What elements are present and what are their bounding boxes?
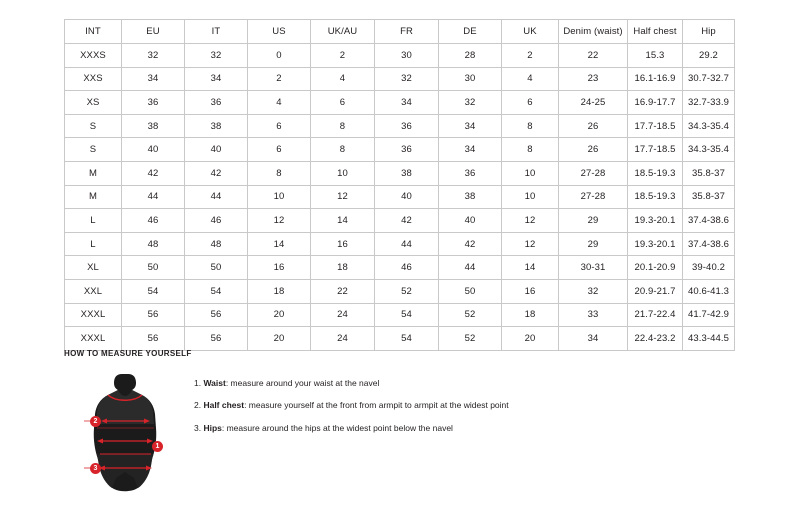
- table-cell: 46: [375, 256, 439, 280]
- table-cell: 44: [122, 185, 185, 209]
- table-cell: 18.5-19.3: [628, 161, 683, 185]
- table-cell: 40.6-41.3: [683, 279, 735, 303]
- instruction-text: : measure around the hips at the widest point below the navel: [221, 422, 453, 433]
- table-cell: 40: [185, 138, 248, 162]
- table-cell: 32: [375, 67, 439, 91]
- measure-instruction: [194, 400, 509, 411]
- instruction-term: Half chest: [203, 400, 245, 411]
- instruction-index: 3.: [194, 422, 204, 433]
- table-cell: 36: [375, 138, 439, 162]
- table-cell: 52: [439, 303, 502, 327]
- table-cell: 44: [439, 256, 502, 280]
- column-header: INT: [65, 20, 122, 44]
- badge-waist: 1: [152, 441, 163, 452]
- instruction-index: 1.: [194, 378, 204, 388]
- table-cell: 52: [439, 327, 502, 351]
- table-cell: 8: [311, 114, 375, 138]
- table-cell: 27-28: [559, 185, 628, 209]
- table-row: [65, 44, 735, 68]
- table-cell: 10: [502, 185, 559, 209]
- table-cell: 20.1-20.9: [628, 256, 683, 280]
- table-cell: 20.9-21.7: [628, 279, 683, 303]
- table-cell: 56: [122, 327, 185, 351]
- table-cell: 36: [375, 114, 439, 138]
- table-cell: 46: [122, 209, 185, 233]
- table-cell: XL: [65, 256, 122, 280]
- table-cell: S: [65, 114, 122, 138]
- table-row: [65, 67, 735, 91]
- column-header: US: [248, 20, 311, 44]
- table-cell: 32: [185, 44, 248, 68]
- table-cell: 4: [311, 67, 375, 91]
- table-cell: 16: [248, 256, 311, 280]
- table-cell: 4: [248, 91, 311, 115]
- table-cell: 18: [311, 256, 375, 280]
- table-row: [65, 327, 735, 351]
- table-cell: 37.4-38.6: [683, 209, 735, 233]
- table-cell: XXS: [65, 67, 122, 91]
- table-cell: 34: [439, 138, 502, 162]
- table-cell: 38: [439, 185, 502, 209]
- table-cell: 18: [502, 303, 559, 327]
- table-cell: 23: [559, 67, 628, 91]
- table-cell: L: [65, 209, 122, 233]
- table-cell: 18: [248, 279, 311, 303]
- table-cell: XXL: [65, 279, 122, 303]
- table-cell: 2: [502, 44, 559, 68]
- badge-hips: 3: [90, 463, 101, 474]
- measure-instruction: [194, 423, 509, 434]
- table-cell: 30: [439, 67, 502, 91]
- table-cell: 36: [439, 161, 502, 185]
- table-cell: 21.7-22.4: [628, 303, 683, 327]
- table-cell: 16.1-16.9: [628, 67, 683, 91]
- table-cell: 14: [502, 256, 559, 280]
- table-cell: 0: [248, 44, 311, 68]
- table-cell: 32.7-33.9: [683, 91, 735, 115]
- table-cell: 35.8-37: [683, 161, 735, 185]
- table-cell: 19.3-20.1: [628, 232, 683, 256]
- instruction-index: 2.: [194, 400, 204, 411]
- table-cell: 42: [122, 161, 185, 185]
- table-cell: 27-28: [559, 161, 628, 185]
- table-cell: 41.7-42.9: [683, 303, 735, 327]
- table-cell: 8: [248, 161, 311, 185]
- table-cell: 16: [311, 232, 375, 256]
- table-cell: 2: [248, 67, 311, 91]
- table-cell: 34: [185, 67, 248, 91]
- table-cell: 15.3: [628, 44, 683, 68]
- table-cell: 38: [185, 114, 248, 138]
- column-header: DE: [439, 20, 502, 44]
- table-cell: S: [65, 138, 122, 162]
- table-cell: 43.3-44.5: [683, 327, 735, 351]
- table-cell: 17.7-18.5: [628, 114, 683, 138]
- table-cell: 4: [502, 67, 559, 91]
- table-cell: M: [65, 185, 122, 209]
- table-cell: 10: [311, 161, 375, 185]
- how-to-measure-section: [64, 349, 764, 498]
- table-cell: 22: [311, 279, 375, 303]
- table-cell: 12: [311, 185, 375, 209]
- table-cell: 20: [248, 327, 311, 351]
- table-cell: 33: [559, 303, 628, 327]
- table-cell: 56: [185, 327, 248, 351]
- table-cell: 20: [248, 303, 311, 327]
- table-header-row: [65, 20, 735, 44]
- table-cell: 50: [439, 279, 502, 303]
- table-row: [65, 279, 735, 303]
- table-cell: 12: [502, 209, 559, 233]
- table-cell: 36: [185, 91, 248, 115]
- table-cell: 54: [375, 303, 439, 327]
- column-header: Denim (waist): [559, 20, 628, 44]
- table-cell: 39-40.2: [683, 256, 735, 280]
- table-cell: 54: [122, 279, 185, 303]
- table-cell: 38: [375, 161, 439, 185]
- table-cell: 34: [122, 67, 185, 91]
- table-cell: 6: [248, 138, 311, 162]
- table-cell: 34.3-35.4: [683, 138, 735, 162]
- table-cell: 14: [248, 232, 311, 256]
- table-cell: 17.7-18.5: [628, 138, 683, 162]
- table-cell: 19.3-20.1: [628, 209, 683, 233]
- table-cell: 48: [185, 232, 248, 256]
- table-cell: 34: [439, 114, 502, 138]
- size-chart-table: [64, 19, 735, 351]
- table-row: [65, 185, 735, 209]
- table-cell: 12: [248, 209, 311, 233]
- instruction-text: : measure around your waist at the navel: [225, 378, 380, 388]
- table-cell: 29.2: [683, 44, 735, 68]
- table-cell: 30.7-32.7: [683, 67, 735, 91]
- table-cell: 56: [185, 303, 248, 327]
- instruction-term: Hips: [203, 422, 222, 433]
- table-cell: 44: [375, 232, 439, 256]
- measure-instruction: [194, 378, 509, 389]
- table-cell: 34: [559, 327, 628, 351]
- mannequin-figure: [64, 368, 184, 498]
- table-cell: 42: [439, 232, 502, 256]
- table-cell: 10: [248, 185, 311, 209]
- table-cell: 32: [122, 44, 185, 68]
- table-cell: 8: [311, 138, 375, 162]
- table-cell: 50: [185, 256, 248, 280]
- table-cell: 48: [122, 232, 185, 256]
- table-cell: 16: [502, 279, 559, 303]
- column-header: Half chest: [628, 20, 683, 44]
- table-cell: 8: [502, 138, 559, 162]
- table-cell: 44: [185, 185, 248, 209]
- table-row: [65, 256, 735, 280]
- table-cell: 35.8-37: [683, 185, 735, 209]
- table-cell: 12: [502, 232, 559, 256]
- table-cell: L: [65, 232, 122, 256]
- table-row: [65, 161, 735, 185]
- table-cell: 54: [185, 279, 248, 303]
- table-cell: 29: [559, 232, 628, 256]
- column-header: EU: [122, 20, 185, 44]
- table-row: [65, 303, 735, 327]
- body-measurement-diagram: [64, 368, 184, 498]
- table-cell: 24: [311, 303, 375, 327]
- table-cell: 6: [311, 91, 375, 115]
- table-cell: XS: [65, 91, 122, 115]
- table-cell: XXXL: [65, 303, 122, 327]
- table-cell: XXXL: [65, 327, 122, 351]
- table-cell: 26: [559, 138, 628, 162]
- column-header: FR: [375, 20, 439, 44]
- table-row: [65, 91, 735, 115]
- table-cell: 28: [439, 44, 502, 68]
- table-cell: 24-25: [559, 91, 628, 115]
- table-cell: 8: [502, 114, 559, 138]
- table-cell: 10: [502, 161, 559, 185]
- table-cell: 14: [311, 209, 375, 233]
- table-cell: 30: [375, 44, 439, 68]
- table-cell: 50: [122, 256, 185, 280]
- table-cell: 2: [311, 44, 375, 68]
- table-cell: 40: [122, 138, 185, 162]
- table-cell: 18.5-19.3: [628, 185, 683, 209]
- instruction-text: : measure yourself at the front from armpit to armpit at the widest point: [244, 400, 509, 411]
- table-cell: 16.9-17.7: [628, 91, 683, 115]
- badge-half-chest: 2: [90, 416, 101, 427]
- table-cell: 34.3-35.4: [683, 114, 735, 138]
- measure-instructions: [194, 368, 509, 445]
- table-cell: 22: [559, 44, 628, 68]
- table-row: [65, 138, 735, 162]
- column-header: UK: [502, 20, 559, 44]
- table-cell: 6: [502, 91, 559, 115]
- table-cell: 52: [375, 279, 439, 303]
- table-cell: M: [65, 161, 122, 185]
- table-cell: 42: [375, 209, 439, 233]
- table-row: [65, 232, 735, 256]
- column-header: UK/AU: [311, 20, 375, 44]
- table-cell: 29: [559, 209, 628, 233]
- table-cell: 38: [122, 114, 185, 138]
- table-row: [65, 209, 735, 233]
- instruction-term: Waist: [203, 378, 226, 388]
- table-cell: 24: [311, 327, 375, 351]
- table-cell: 56: [122, 303, 185, 327]
- table-cell: 22.4-23.2: [628, 327, 683, 351]
- table-cell: 54: [375, 327, 439, 351]
- table-cell: 40: [439, 209, 502, 233]
- table-cell: 20: [502, 327, 559, 351]
- column-header: Hip: [683, 20, 735, 44]
- table-cell: 46: [185, 209, 248, 233]
- table-cell: 26: [559, 114, 628, 138]
- table-cell: 6: [248, 114, 311, 138]
- table-cell: 36: [122, 91, 185, 115]
- table-cell: 37.4-38.6: [683, 232, 735, 256]
- table-cell: XXXS: [65, 44, 122, 68]
- measure-section-title: HOW TO MEASURE YOURSELF: [64, 349, 192, 358]
- table-cell: 32: [439, 91, 502, 115]
- table-cell: 40: [375, 185, 439, 209]
- table-cell: 32: [559, 279, 628, 303]
- table-cell: 30-31: [559, 256, 628, 280]
- table-row: [65, 114, 735, 138]
- table-cell: 42: [185, 161, 248, 185]
- table-cell: 34: [375, 91, 439, 115]
- column-header: IT: [185, 20, 248, 44]
